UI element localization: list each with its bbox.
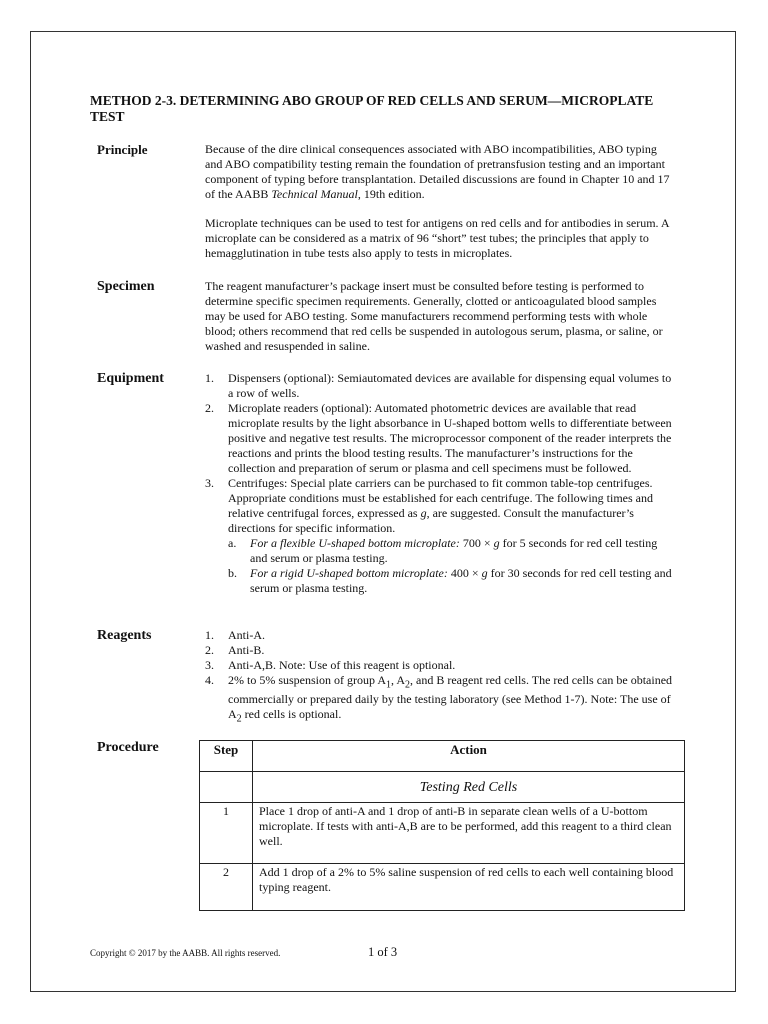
principle-paragraph-1: Because of the dire clinical consequences associated with ABO incompatibilities, ABO typing and ABO compatibility testing remain the foundation of pretransfusion testing and an important component of typing before transplantation. Detailed discussions are found in Chapter 10 and 17 of the AABB Technical Manual, 19th edition.: [205, 142, 670, 201]
specimen-paragraph: The reagent manufacturer’s package insert must be consulted before testing is performed to determine specific specimen requirements. Generally, clotted or anticoagulated blood samples may be used for ABO testing. Some manufacturers recommend performing tests with whole blood; others recommend that red cells be suspended in autologous serum, plasma, or saline, or washed and resuspended in saline.: [205, 279, 663, 353]
header-action: Action: [253, 741, 685, 772]
header-step: Step: [200, 741, 253, 772]
specimen-body: [205, 279, 677, 368]
table-header-row: [200, 741, 685, 772]
equipment-item: 2. Microplate readers (optional): Automated photometric devices are available that read microplate results by the light absorbance in U-shaped bottom wells to differentiate between positive and negative test results. The microprocessor component of the reader interprets the reactions and prints the blood testing results. The manufacturer’s instructions for the collection and preparation of serum or plasma and cell specimens must be followed.: [205, 401, 672, 475]
reagent-item: 3. Anti-A,B. Note: Use of this reagent is optional.: [205, 658, 456, 672]
step-action: Add 1 drop of a 2% to 5% saline suspension of red cells to each well containing blood typing reagent.: [253, 864, 685, 911]
procedure-label: Procedure: [97, 740, 159, 755]
copyright-notice: Copyright © 2017 by the AABB. All rights reserved.: [90, 948, 281, 958]
page-number: 1 of 3: [368, 945, 398, 959]
specimen-label: Specimen: [97, 279, 155, 294]
reagent-item: 2. Anti-B.: [205, 643, 265, 657]
table-row: [200, 864, 685, 911]
page-title: METHOD 2-3. DETERMINING ABO GROUP OF RED CELLS AND SERUM—MICROPLATE TEST: [90, 93, 654, 124]
subheader-testing-red-cells: Testing Red Cells: [253, 772, 685, 803]
procedure-table: [199, 740, 685, 911]
reagents-label: Reagents: [97, 628, 152, 643]
principle-label: Principle: [97, 142, 148, 157]
equipment-item: 3. Centrifuges: Special plate carriers can be purchased to fit common table-top centrifuges. Appropriate conditions must be established for each centrifuge. The following times and relative centrifugal forces, expressed as g, are suggested. Consult the manufacturer’s directions for specific information. a. For a flexible U-shaped bottom microplate: 700 × g for 5 seconds for red cell testing and serum or plasma testing. b. For a rigid U-shaped bottom microplate: 400 × g for 30 seconds for red cell testing and serum or plasma testing.: [205, 476, 677, 596]
equipment-body: [205, 371, 677, 596]
table-subheader-row: [200, 772, 685, 803]
principle-body: [205, 142, 677, 275]
step-action: Place 1 drop of anti-A and 1 drop of anti-B in separate clean wells of a U-bottom microplate. If tests with anti-A,B are to be performed, add this reagent to a third clean well.: [253, 803, 685, 864]
reagent-item: 4. 2% to 5% suspension of group $A_1$, $A_2$, and B reagent red cells. The red cells can be obtained commercially or prepared daily by the testing laboratory (see Method 1-7). Note: The use of $A_2$ red cells is optional.: [205, 673, 673, 725]
principle-paragraph-2: Microplate techniques can be used to test for antigens on red cells and for antibodies in serum. A microplate can be considered as a matrix of 96 “short” test tubes; the principles that apply to hemagglutination in tube tests also apply to tests in microplates.: [205, 216, 669, 260]
reagents-body: [205, 628, 677, 727]
equipment-subitem: a. For a flexible U-shaped bottom microplate: 700 × g for 5 seconds for red cell testing and serum or plasma testing.: [228, 536, 658, 565]
equipment-item: 1. Dispensers (optional): Semiautomated devices are available for dispensing equal volumes to a row of wells.: [205, 371, 672, 400]
equipment-label: Equipment: [97, 371, 164, 386]
step-number: 2: [200, 864, 253, 911]
reagent-item: 1. Anti-A.: [205, 628, 265, 642]
equipment-subitem: b. For a rigid U-shaped bottom microplate: 400 × g for 30 seconds for red cell testing and serum or plasma testing.: [228, 566, 672, 595]
table-row: [200, 803, 685, 864]
step-number: 1: [200, 803, 253, 864]
subheader-empty-cell: [200, 772, 253, 803]
